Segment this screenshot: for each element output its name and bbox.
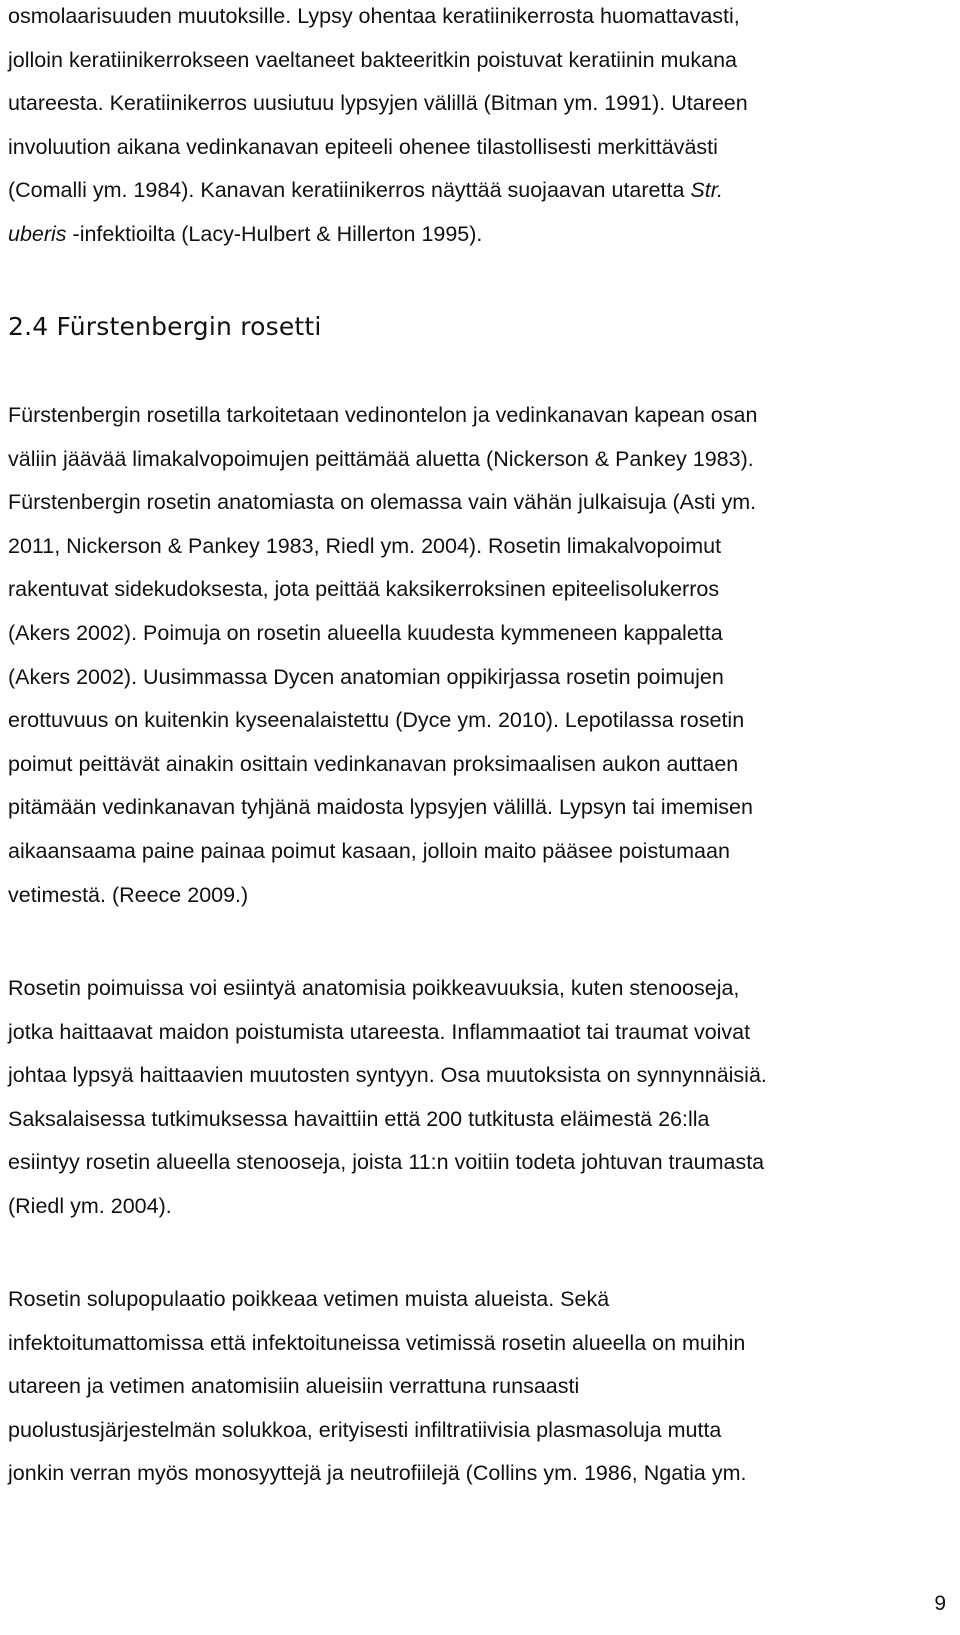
text-line: Rosetin poimuissa voi esiintyä anatomisia poikkeavuuksia, kuten stenooseja,: [8, 976, 740, 1000]
text-line: erottuvuus on kuitenkin kyseenalaistettu (Dyce ym. 2010). Lepotilassa rosetin: [8, 708, 745, 733]
text-line: puolustusjärjestelmän solukkoa, erityisesti infiltratiivisia plasmasoluja mutta: [8, 1417, 722, 1442]
page-number: 9: [934, 1592, 946, 1615]
text-line: Rosetin solupopulaatio poikkeaa vetimen muista alueista. Sekä: [8, 1287, 610, 1311]
paragraph-anomalies: [8, 967, 767, 1229]
species-name-italic: Str.: [690, 178, 724, 203]
text-line: (Riedl ym. 2004).: [8, 1193, 172, 1218]
text-line: utareen ja vetimen anatomisiin alueisiin verrattuna runsaasti: [8, 1374, 580, 1399]
text-line: Fürstenbergin rosetilla tarkoitetaan vedinontelon ja vedinkanavan kapean osan: [8, 403, 758, 427]
text-line: rakentuvat sidekudoksesta, jota peittää kaksikerroksinen epiteelisolukerros: [8, 577, 720, 602]
text-line: esiintyy rosetin alueella stenooseja, joista 11:n voitiin todeta johtuvan traumasta: [8, 1150, 765, 1175]
text-line: aikaansaama paine painaa poimut kasaan, jolloin maito pääsee poistumaan: [8, 838, 730, 863]
text-line: johtaa lypsyä haittaavien muutosten syntyyn. Osa muutoksista on synnynnäisiä.: [8, 1063, 767, 1088]
text-line: Fürstenbergin rosetin anatomiasta on olemassa vain vähän julkaisuja (Asti ym.: [8, 490, 757, 515]
text-line: [8, 213, 748, 257]
text-line: pitämään vedinkanavan tyhjänä maidosta lypsyjen välillä. Lypsyn tai imemisen: [8, 795, 753, 820]
section-heading: 2.4 Fürstenbergin rosetti: [8, 312, 322, 341]
text-line: jolloin keratiinikerrokseen vaeltaneet bakteeritkin poistuvat keratiinin mukana: [8, 47, 738, 72]
paragraph-cell-population: [8, 1278, 746, 1496]
text-line: osmolaarisuuden muutoksille. Lypsy ohentaa keratiinikerrosta huomattavasti,: [8, 4, 740, 28]
text-segment: -infektioilta (Lacy-Hulbert & Hillerton 1995).: [66, 221, 483, 246]
text-line: vetimestä. (Reece 2009.): [8, 882, 249, 907]
text-line: Saksalaisessa tutkimuksessa havaittiin että 200 tutkitusta eläimestä 26:lla: [8, 1106, 710, 1131]
text-line: jotka haittaavat maidon poistumista utareesta. Inflammaatiot tai traumat voivat: [8, 1019, 751, 1044]
species-name-italic: uberis: [8, 221, 67, 246]
text-line: (Akers 2002). Poimuja on rosetin alueella kuudesta kymmeneen kappaletta: [8, 620, 723, 645]
text-line: poimut peittävät ainakin osittain vedinkanavan proksimaalisen aukon auttaen: [8, 751, 739, 776]
text-line: 2011, Nickerson & Pankey 1983, Riedl ym. 2004). Rosetin limakalvopoimut: [8, 533, 722, 558]
paragraph-rosette-definition: [8, 394, 757, 917]
text-segment: (Comalli ym. 1984). Kanavan keratiinikerros näyttää suojaavan utaretta: [8, 178, 691, 203]
text-line: [8, 169, 748, 213]
text-line: väliin jäävää limakalvopoimujen peittämää aluetta (Nickerson & Pankey 1983).: [8, 446, 754, 471]
text-line: jonkin verran myös monosyyttejä ja neutrofiilejä (Collins ym. 1986, Ngatia ym.: [8, 1461, 747, 1486]
text-line: involuution aikana vedinkanavan epiteeli ohenee tilastollisesti merkittävästi: [8, 134, 718, 159]
text-line: infektoitumattomissa että infektoituneissa vetimissä rosetin alueella on muihin: [8, 1330, 746, 1355]
text-line: (Akers 2002). Uusimmassa Dycen anatomian oppikirjassa rosetin poimujen: [8, 664, 724, 689]
text-line: utareesta. Keratiinikerros uusiutuu lypsyjen välillä (Bitman ym. 1991). Utareen: [8, 91, 748, 116]
paragraph-intro: [8, 0, 748, 257]
